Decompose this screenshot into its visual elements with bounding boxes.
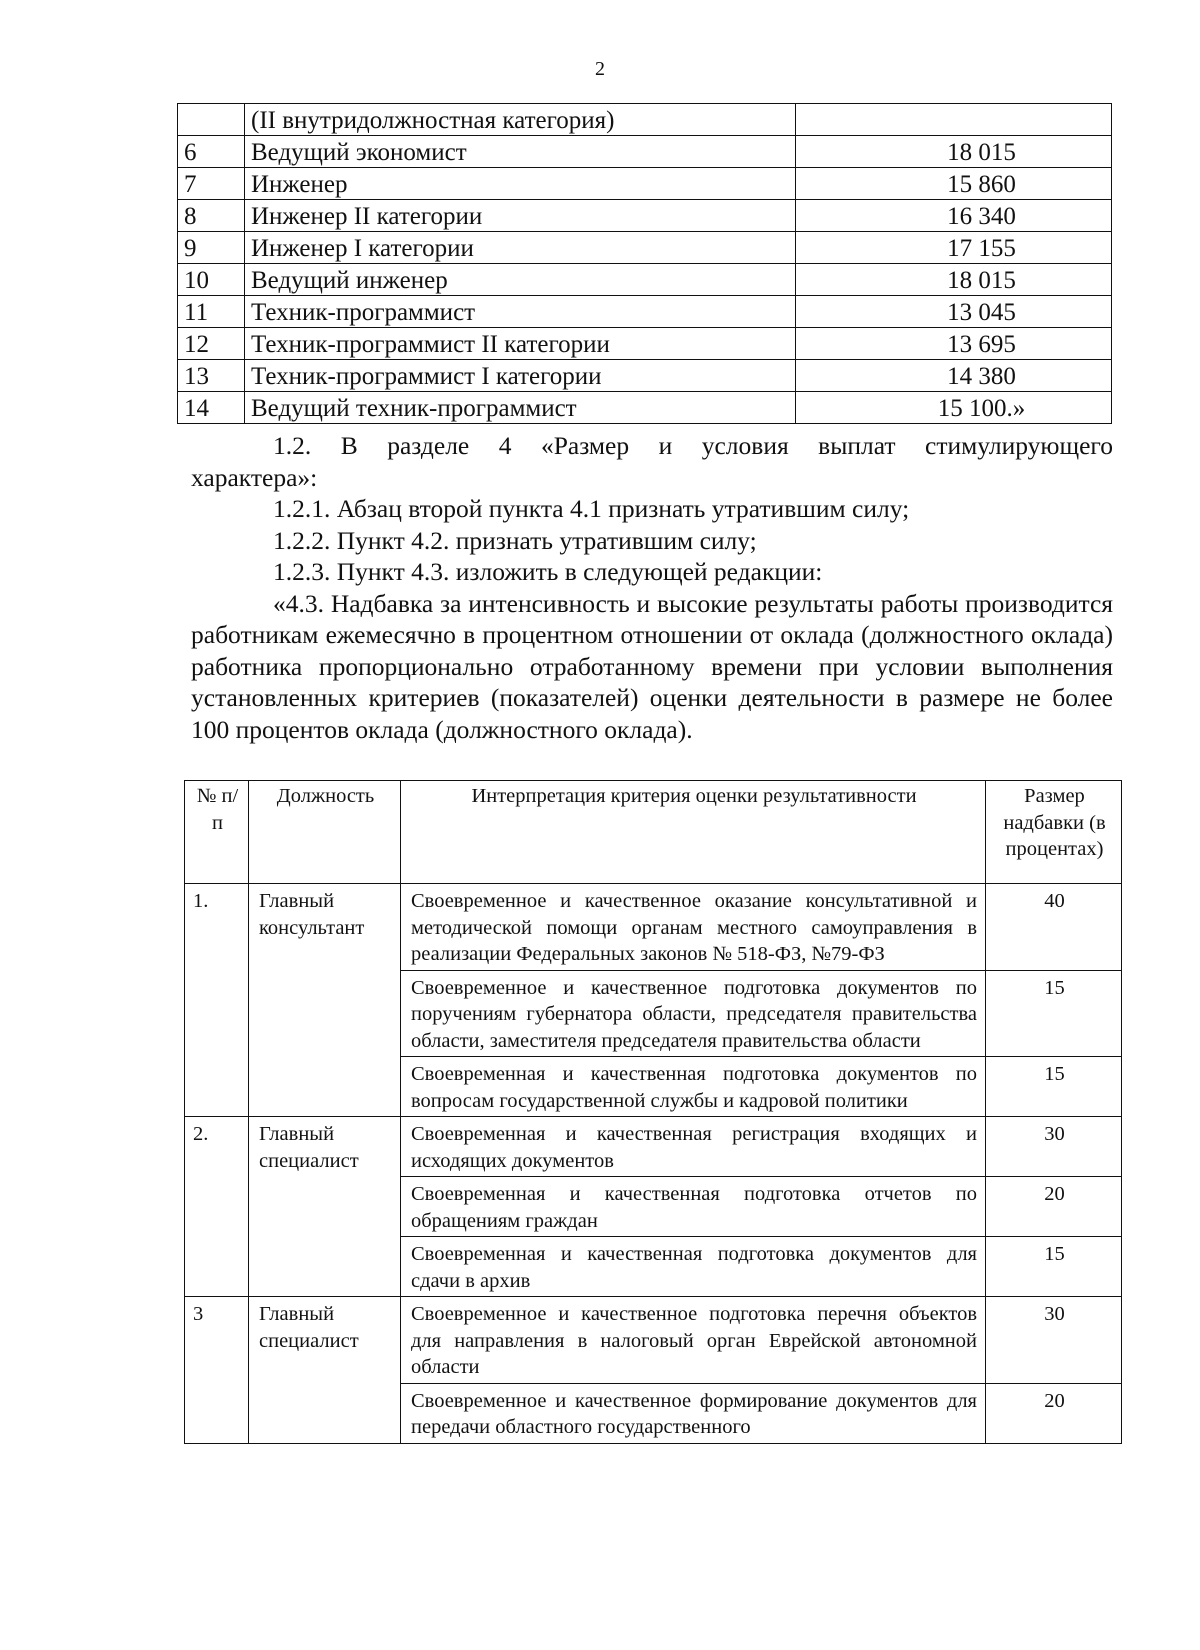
criteria-description: Своевременная и качественная подготовка отчетов по обращениям граждан [401, 1177, 986, 1237]
salary-row-value: 13 695 [796, 328, 1112, 360]
body-text [191, 430, 1113, 745]
page-number: 2 [595, 58, 605, 80]
criteria-bonus-percent: 15 [986, 1057, 1122, 1117]
criteria-description: Своевременное и качественное формирование документов для передачи областного государственного [401, 1383, 986, 1443]
paragraph-1-2-3: 1.2.3. Пункт 4.3. изложить в следующей редакции: [273, 557, 823, 586]
salary-row-num: 6 [178, 136, 245, 168]
criteria-num: 1. [185, 884, 249, 1117]
criteria-num: 3 [185, 1297, 249, 1444]
salary-row-value: 16 340 [796, 200, 1112, 232]
salary-row [178, 200, 1112, 232]
salary-row [178, 232, 1112, 264]
salary-row-num: 9 [178, 232, 245, 264]
header-position: Должность [249, 781, 401, 884]
header-bonus: Размер надбавки (в процентах) [986, 781, 1122, 884]
salary-row-title: (II внутридолжностная категория) [245, 104, 796, 136]
salary-row-num: 10 [178, 264, 245, 296]
salary-row-value: 15 100.» [796, 392, 1112, 424]
criteria-description: Своевременная и качественная подготовка документов для сдачи в архив [401, 1237, 986, 1297]
paragraph-1-2-cont: характера»: [191, 462, 318, 492]
paragraph-1-2-1: 1.2.1. Абзац второй пункта 4.1 признать утратившим силу; [273, 494, 910, 523]
criteria-bonus-percent: 20 [986, 1177, 1122, 1237]
salary-row-value: 18 015 [796, 136, 1112, 168]
salary-row-num: 14 [178, 392, 245, 424]
criteria-description: Своевременная и качественная подготовка документов по вопросам государственной службы и кадровой политики [401, 1057, 986, 1117]
criteria-bonus-percent: 15 [986, 970, 1122, 1057]
criteria-bonus-percent: 20 [986, 1383, 1122, 1443]
salary-row [178, 104, 1112, 136]
salary-row-title: Инженер I категории [245, 232, 796, 264]
salary-row-title: Техник-программист I категории [245, 360, 796, 392]
paragraph-4-3: «4.3. Надбавка за интенсивность и высокие результаты работы производится работникам ежемесячно в процентном отношении от оклада (должностного оклада) работника пропорционально отработанному времени при условии выполнения установленных критериев (показателей) оценки деятельности в размере не более 100 процентов оклада (должностного оклада). [191, 588, 1113, 744]
criteria-table [184, 780, 1122, 1444]
salary-row-title: Ведущий инженер [245, 264, 796, 296]
header-num: № п/п [185, 781, 249, 884]
salary-table [177, 103, 1112, 424]
criteria-bonus-percent: 30 [986, 1117, 1122, 1177]
criteria-bonus-percent: 15 [986, 1237, 1122, 1297]
salary-row [178, 136, 1112, 168]
criteria-row [185, 1297, 1122, 1384]
paragraph-1-2-2: 1.2.2. Пункт 4.2. признать утратившим силу; [273, 525, 757, 555]
salary-row-num: 12 [178, 328, 245, 360]
criteria-description: Своевременное и качественное оказание консультативной и методической помощи органам местного самоуправления в реализации Федеральных законов № 518-ФЗ, №79-ФЗ [401, 884, 986, 971]
salary-row-value: 13 045 [796, 296, 1112, 328]
salary-row-value: 17 155 [796, 232, 1112, 264]
salary-row [178, 296, 1112, 328]
criteria-num: 2. [185, 1117, 249, 1297]
salary-row-title: Инженер II категории [245, 200, 796, 232]
criteria-row [185, 1117, 1122, 1177]
salary-row [178, 264, 1112, 296]
paragraph-1-2: 1.2. В разделе 4 «Размер и условия выплат стимулирующего [273, 431, 1113, 460]
salary-row-value: 18 015 [796, 264, 1112, 296]
criteria-bonus-percent: 30 [986, 1297, 1122, 1384]
salary-row [178, 392, 1112, 424]
criteria-position: Главный специалист [249, 1117, 401, 1297]
criteria-description: Своевременное и качественное подготовка перечня объектов для направления в налоговый орган Еврейской автономной области [401, 1297, 986, 1384]
criteria-description: Своевременная и качественная регистрация входящих и исходящих документов [401, 1117, 986, 1177]
salary-row-value [796, 104, 1112, 136]
salary-row-num: 11 [178, 296, 245, 328]
salary-row [178, 360, 1112, 392]
salary-row-num: 8 [178, 200, 245, 232]
criteria-description: Своевременное и качественное подготовка документов по поручениям губернатора области, председателя правительства области, заместителя председателя правительства области [401, 970, 986, 1057]
salary-row [178, 328, 1112, 360]
salary-row-title: Инженер [245, 168, 796, 200]
header-criterion: Интерпретация критерия оценки результативности [401, 781, 986, 884]
criteria-row [185, 884, 1122, 971]
criteria-position: Главный специалист [249, 1297, 401, 1444]
criteria-bonus-percent: 40 [986, 884, 1122, 971]
criteria-header-row [185, 781, 1122, 884]
salary-row-value: 14 380 [796, 360, 1112, 392]
salary-row-title: Техник-программист [245, 296, 796, 328]
salary-row-title: Ведущий экономист [245, 136, 796, 168]
criteria-position: Главный консультант [249, 884, 401, 1117]
salary-row-num [178, 104, 245, 136]
salary-row [178, 168, 1112, 200]
salary-row-num: 13 [178, 360, 245, 392]
salary-row-title: Техник-программист II категории [245, 328, 796, 360]
salary-row-num: 7 [178, 168, 245, 200]
salary-row-value: 15 860 [796, 168, 1112, 200]
salary-row-title: Ведущий техник-программист [245, 392, 796, 424]
